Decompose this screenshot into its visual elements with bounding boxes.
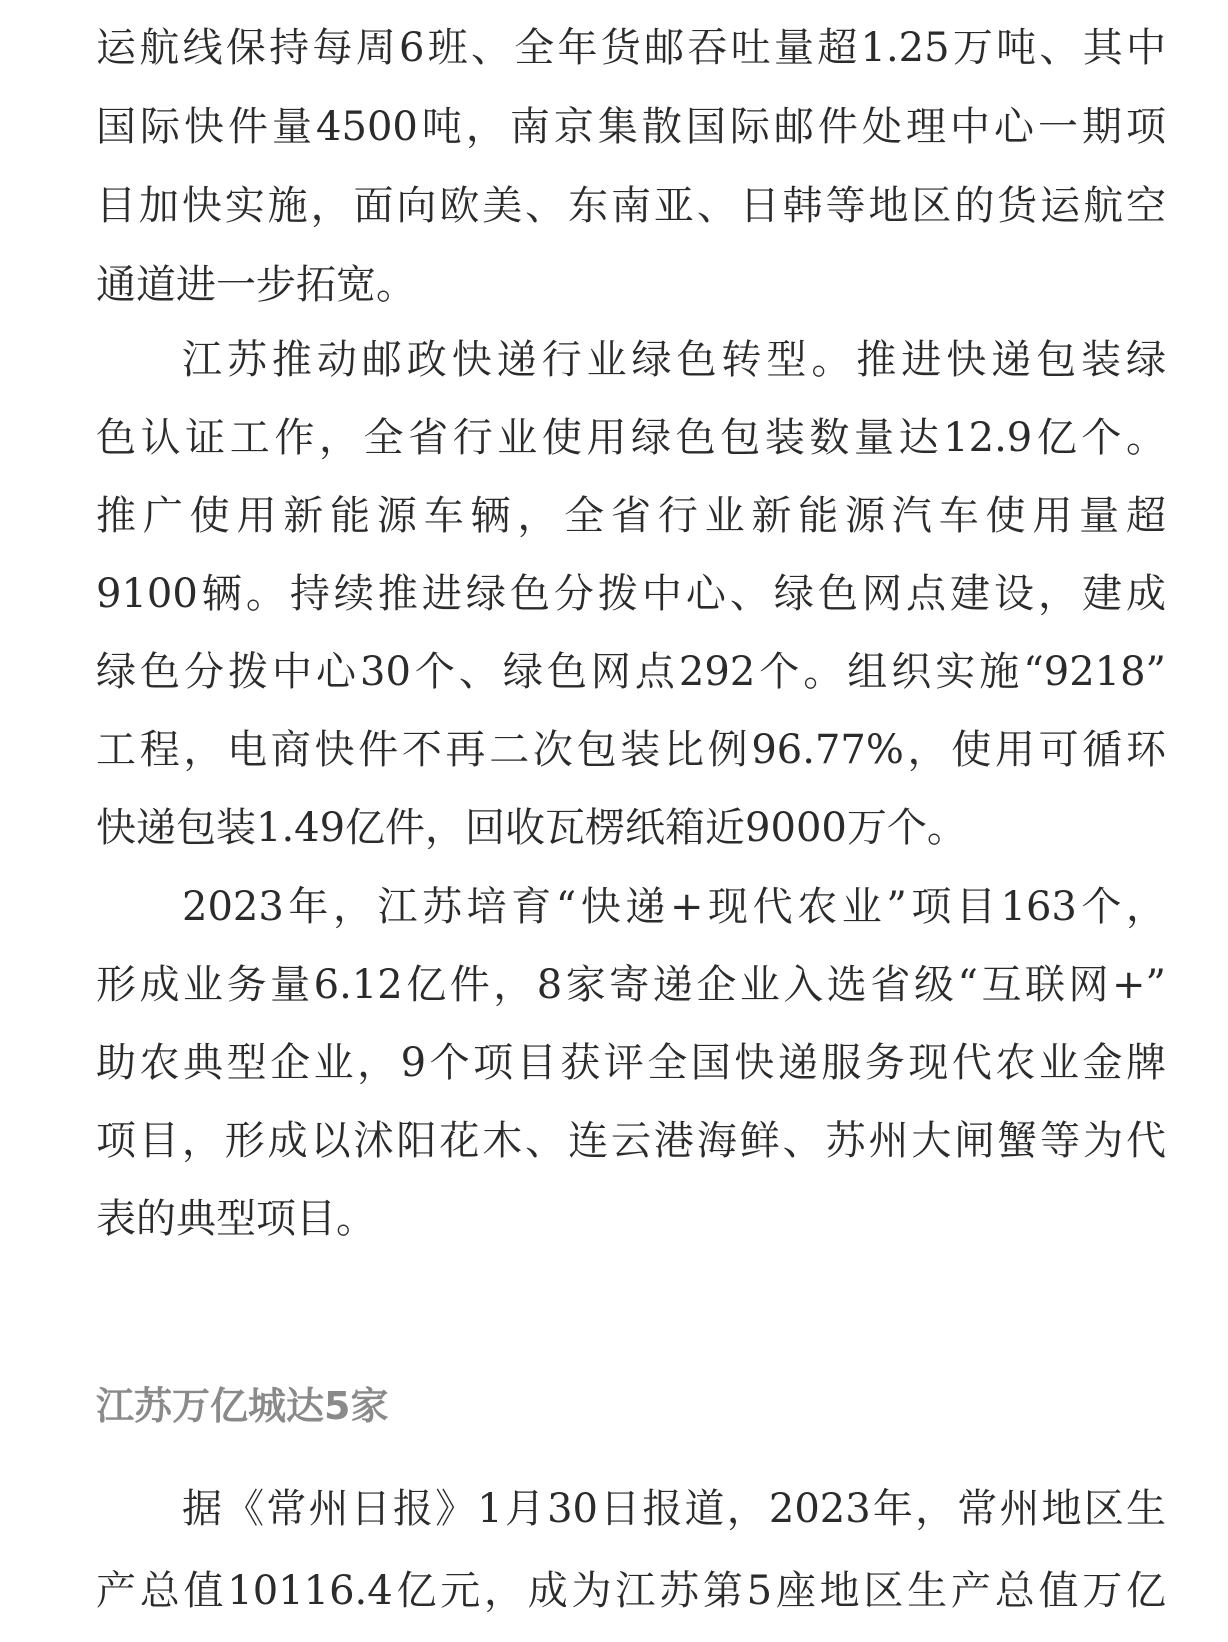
paragraph-line: 绿色分拨中心30个、绿色网点292个。组织实施“9218” [96, 649, 1166, 695]
paragraph-line: 目加快实施，面向欧美、东南亚、日韩等地区的货运航空 [96, 183, 1166, 229]
paragraph-line: 形成业务量6.12亿件，8家寄递企业入选省级“互联网+” [96, 962, 1166, 1008]
paragraph-line: 通道进一步拓宽。 [96, 262, 416, 308]
paragraph-line: 推广使用新能源车辆，全省行业新能源汽车使用量超 [96, 493, 1166, 539]
paragraph-line: 产总值10116.4亿元，成为江苏第5座地区生产总值万亿 [96, 1568, 1166, 1614]
paragraph-line: 国际快件量4500吨，南京集散国际邮件处理中心一期项 [96, 104, 1166, 150]
paragraph-line: 表的典型项目。 [96, 1196, 376, 1242]
paragraph-line: 据《常州日报》1月30日报道，2023年，常州地区生 [182, 1486, 1166, 1532]
paragraph-line: 9100辆。持续推进绿色分拨中心、绿色网点建设，建成 [96, 571, 1166, 617]
paragraph-line: 江苏推动邮政快递行业绿色转型。推进快递包装绿 [182, 337, 1166, 383]
paragraph-line: 色认证工作，全省行业使用绿色包装数量达12.9亿个。 [96, 415, 1166, 461]
paragraph-line: 运航线保持每周6班、全年货邮吞吐量超1.25万吨、其中 [96, 25, 1166, 71]
section-heading: 江苏万亿城达5家 [96, 1384, 389, 1428]
paragraph-line: 项目，形成以沭阳花木、连云港海鲜、苏州大闸蟹等为代 [96, 1118, 1166, 1164]
paragraph-line: 2023年，江苏培育“快递+现代农业”项目163个， [182, 884, 1166, 930]
paragraph-line: 助农典型企业，9个项目获评全国快递服务现代农业金牌 [96, 1040, 1166, 1086]
paragraph-line: 工程，电商快件不再二次包装比例96.77%，使用可循环 [96, 727, 1166, 773]
paragraph-line: 快递包装1.49亿件，回收瓦楞纸箱近9000万个。 [96, 805, 967, 851]
